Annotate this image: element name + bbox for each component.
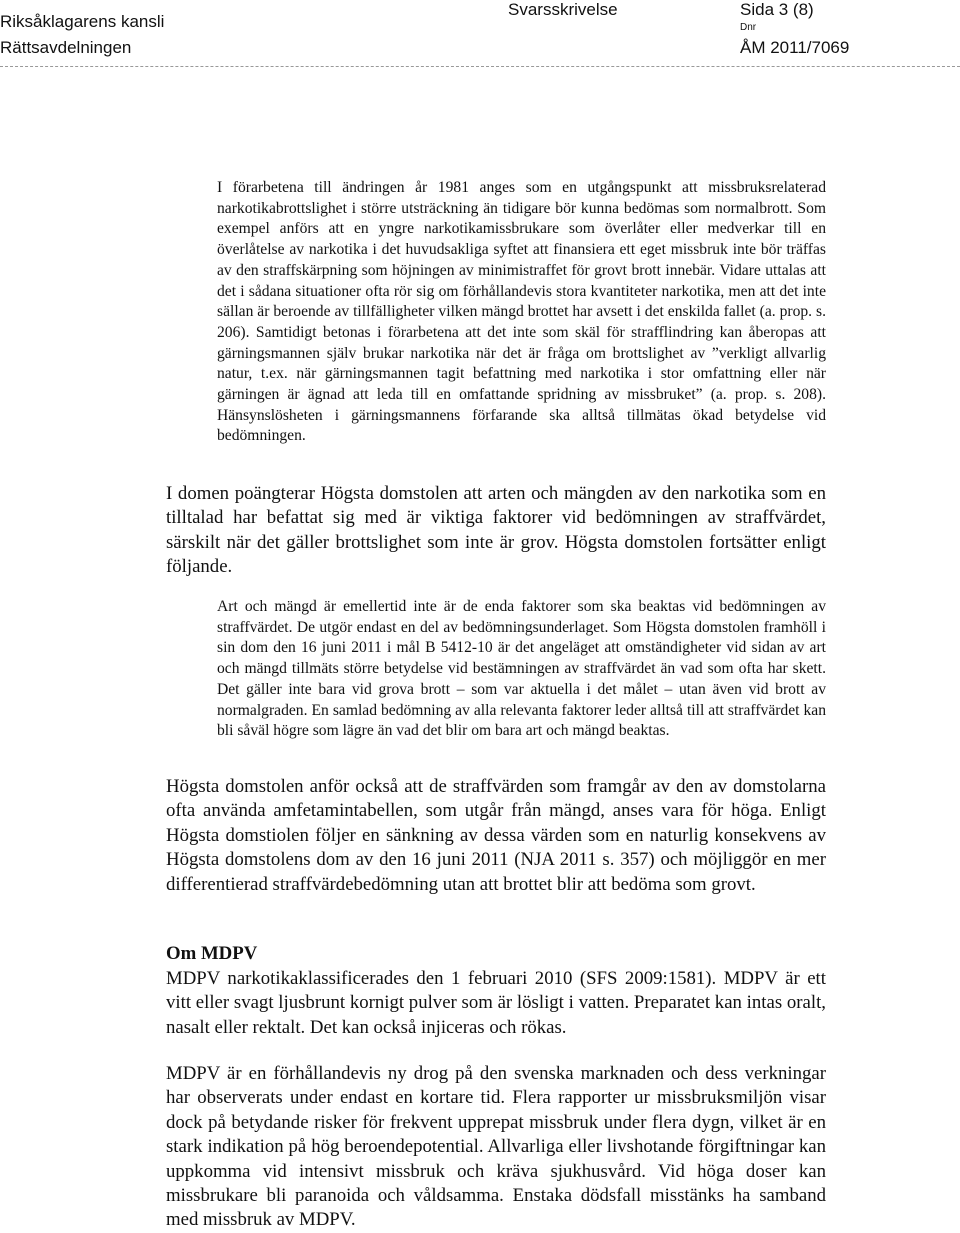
dnr-number: ÅM 2011/7069	[740, 38, 850, 57]
paragraph-4: MDPV är en förhållandevis ny drog på den svenska marknaden och dess verkningar har observerats under endast en kortare tid. Flera rapporter ur missbruksmiljön visar dock på betydande risker för frekvent upprepat missbruk under flera dygn, vilket är en stark indikation på hög beroendepotential. Allvarliga eller livshotande förgiftningar kan uppkomma vid intensivt missbruk och kräva sjukhusvård. Vid höga doser kan missbrukare bli paranoida och våldsamma. Enstaka dödsfall misstänks ha samband med missbruk av MDPV.	[166, 1063, 826, 1231]
organization-name: Riksåklagarens kansli	[0, 12, 165, 31]
department-name: Rättsavdelningen	[0, 38, 132, 57]
block-quote-1: I förarbetena till ändringen år 1981 anges som en utgångspunkt att missbruksrelaterad narkotikabrottslighet i större utsträckning än tidigare bör kunna bedömas som normalbrott. Som exempel anförs att en yngre narkotikamissbrukare som överlåter eller medverkar till en överlåtelse av narkotika i det huvudsakliga syftet att finansiera ett eget missbruk inte bör träffas av den straffskärpning som höjningen av minimistraffet för grovt brott innebär. Vidare uttalas att det i sådana situationer ofta rör sig om förhållandevis stora kvantiteter narkotika, men att det inte sällan är beroende av tillfälligheter vilken mängd brottet har avsett i det enskilda fallet (a. prop. s. 206). Samtidigt betonas i förarbetena att det inte som skäl för strafflindring kan åberopas att gärningsmannen själv brukar narkotika när det är fråga om brottslighet av ”verkligt allvarlig natur, t.ex. när gärningsmannen tagit befattning med narkotika i stor omfattning eller när gärningen är ägnad att leda till en omfattande spridning av missbruket” (a. prop. s. 208). Hänsynslösheten i gärningsmannens förfarande ska alltså tillmätas ökad betydelse vid bedömningen.	[217, 179, 826, 445]
block-quote-2: Art och mängd är emellertid inte är de enda faktorer som ska beaktas vid bedömningen av straffvärdet. De utgör endast en del av bedömningsunderlaget. Som Högsta domstolen framhöll i sin dom den 16 juni 2011 i mål B 5412-10 är det angeläget att omständigheter vid sidan av art och mängd tillmäts större betydelse vid bestämningen av straffvärdet än vad som ofta har skett. Det gäller inte bara vid grova brott – som var aktuella i det målet – utan även vid brott av normalgraden. En samlad bedömning av alla relevanta faktorer leder alltså till att straffvärdet kan bli såväl högre som lägre än vad det blir om bara art och mängd beaktas.	[217, 598, 826, 740]
section-heading: Om MDPV	[166, 943, 258, 964]
paragraph-3: MDPV narkotikaklassificerades den 1 februari 2010 (SFS 2009:1581). MDPV är ett vitt eller svagt ljusbrunt kornigt pulver som är lösligt i vatten. Preparatet kan intas oralt, nasalt eller rektalt. Det kan också injiceras och rökas.	[166, 968, 826, 1038]
document-type: Svarsskrivelse	[508, 0, 618, 19]
dnr-label: Dnr	[740, 22, 757, 33]
header-divider	[0, 66, 960, 67]
page-number: Sida 3 (8)	[740, 0, 814, 19]
paragraph-2: Högsta domstolen anför också att de straffvärden som framgår av den av domstolarna ofta använda amfetamintabellen, som utgår från mängd, anses vara för höga. Enligt Högsta domstiolen följer en sänkning av dessa värden som en naturlig konsekvens av Högsta domstolens dom av den 16 juni 2011 (NJA 2011 s. 357) och möjliggör en mer differentierad straffvärdebedömning utan att brottet blir att bedöma som grovt.	[166, 776, 826, 895]
paragraph-1: I domen poängterar Högsta domstolen att arten och mängden av den narkotika som en tilltalad har befattat sig med är viktiga faktorer vid bedömningen av straffvärdet, särskilt när det gäller brottslighet som inte är grov. Högsta domstolen fortsätter enligt följande.	[166, 483, 826, 578]
